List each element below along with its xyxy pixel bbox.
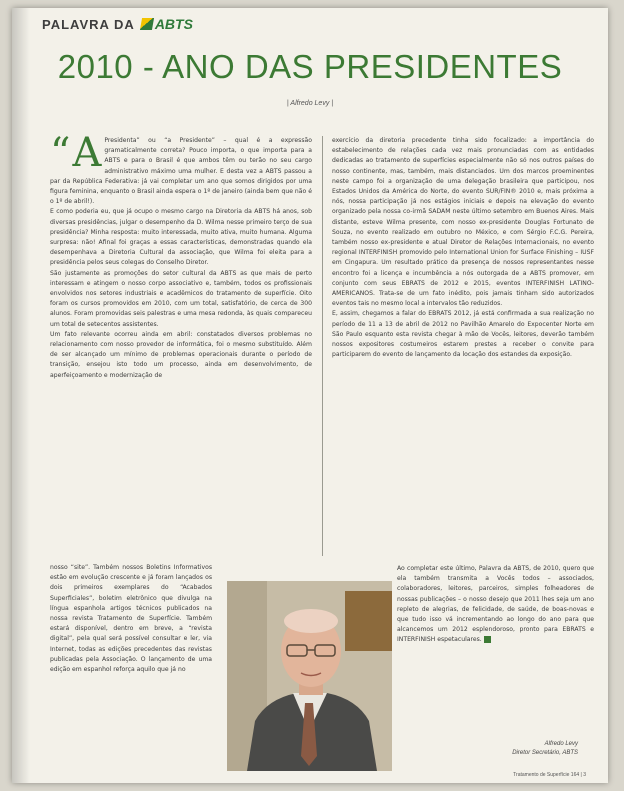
closing-paragraph (397, 564, 594, 646)
article-column-right-top (332, 136, 594, 360)
article-column-left-top (50, 130, 312, 381)
closing-text: Ao completar este último, Palavra da ABTS, de 2010, quero que ela também transmita a Vocês todos – associados, colaboradores, leitores, parceiros, simples folheadores de nossas publicações – o nosso desejo que 2011 lhes seja um ano repleto de alegrias, de felicidade, de saúde, de boas-novas e que tudo isso vá incrementando ao longo do ano para que alcancemos um 2012 esplendoroso, pronto para EBRATS e INTERFINISH espetaculares. (397, 565, 594, 644)
paragraph: São justamente as promoções do setor cultural da ABTS as que mais de perto interessam e atingem o nosso corpo associativo e, também, todos os profissionais envolvidos nos setores industriais e acadêmicos do tratamento de superfície. Oito foram os cursos promovidos em 2010, com um total, satisfatório, de cerca de 300 alunos. Foram promovidas seis palestras e uma mesa redonda, às quais compareceu um total de setecentos assistentes. (50, 269, 312, 328)
signature-role: Diretor Secretário, ABTS (512, 750, 578, 756)
end-of-article-square-icon (484, 636, 491, 643)
abts-logo-text: ABTS (154, 16, 193, 32)
paragraph: E, assim, chegamos a falar do EBRATS 2012, já está confirmada a sua realização no período de 11 a 13 de abril de 2012 no Pavilhão Amarelo do Expocenter Norte em São Paulo esquanto esta revista chegar à mão de Vocês, leitores, deverão também nossos expositores costumeiros estarem prestes a receber o convite para participarem do evento de lançamento da locação dos estandes da exposição. (332, 310, 594, 359)
column-divider (322, 136, 323, 556)
abts-logo-mark-icon (140, 18, 154, 30)
section-label: PALAVRA DA (42, 16, 135, 32)
signature-name: Alfredo Levy (544, 741, 578, 747)
author-signature (512, 740, 578, 758)
page-footer: Tratamento de Superfície 164 | 3 (513, 772, 586, 778)
article-column-right-bottom (397, 564, 594, 646)
portrait-illustration (227, 581, 392, 771)
author-portrait-photo (227, 581, 392, 771)
section-header (42, 16, 193, 32)
article-byline: | Alfredo Levy | (286, 100, 334, 107)
drop-cap-letter: A (72, 130, 102, 176)
opening-quote-mark: “ (50, 130, 71, 176)
article-column-left-bottom (50, 563, 212, 675)
paragraph: Presidenta” ou “a Presidente” – qual é a expressão gramaticalmente correta? Pouco importa, o que importa para a ABTS e para o Brasil é que ambos têm ou terão no seu cargo administrativo máximo uma mulher. E desta vez a ABTS passou a par da República Federativa: já vai completar um ano que somos dirigidos por uma figura feminina, enquanto o Brasil ainda espera o 1º de janeiro (ainda bem que não é o 1º de abril!). (50, 137, 312, 206)
page-gutter-shadow (12, 8, 30, 783)
paragraph: nosso “site”. Também nossos Boletins Informativos estão em evolução crescente e já foram lançados os dois primeiros exemplares do “Acabados Superficiales”, boletim eletrônico que divulga na língua espanhola artigos técnicos publicados na nossa revista Tratamento de Superfície. Também estará disponível, dentro em breve, a “revista digital”, pela qual será possível consultar e ler, via Internet, todas as edições precedentes das revistas publicadas pela Associação. O lançamento de uma edição em espanhol reforça aquilo que já no (50, 564, 212, 674)
paragraph: Um fato relevante ocorreu ainda em abril: constatados diversos problemas no relacionamento com nosso provedor de informática, foi o mesmo substituído. Além de ser alcançado um mínimo de problemas operacionais durante o período de transição, ensejou isto todo um processo, ainda em desenvolvimento, de aperfeiçoamento e modernização de (50, 330, 312, 379)
abts-logo (141, 16, 193, 32)
magazine-page (12, 8, 608, 783)
paragraph: E como poderia eu, que já ocupo o mesmo cargo na Diretoria da ABTS há anos, sob diversas presidências, julgar o desempenho da D. Wilma nesse primeiro terço de sua presidência? Minha resposta: muito interessada, muito ativa, muito humana. Alguma surpresa: não! Afinal foi graças a essas características, demonstradas quando ela desempenhava a Diretoria Cultural da associação, que Wilma foi eleita para a presidência pelos seus colegas do Conselho Diretor. (50, 208, 312, 267)
paragraph: exercício da diretoria precedente tinha sido focalizado: a importância do estabelecimento de relações cada vez mais pronunciadas com as entidades dedicadas ao tratamento de superfícies especialmente não só nos outros países do nosso continente, mas, também, mais distanciados. Um dos marcos proeminentes neste campo foi a organização de uma delegação brasileira que participou, nos Estados Unidos da América do Norte, do evento SUR/FIN® 2010 e, mais próxima a nós, nossa participação já nos estágios iniciais e depois na elevação do evento organizado pela nossa co-irmã SADAM neste último setembro em Buenos Aires. Mais distante, esteve Wilma presente, com nosso ex-presidente Douglas Fortunato de Souza, no evento realizado em outubro no México, e com Sérgio F.C.G. Pereira, também nosso ex-presidente e atual Diretor de Relações Internacionais, no evento regional INTERFINISH promovido pelo International Union for Surface Finishing – IUSF em Cingapura. Um resultado prático da presença de nossos representantes nesse encontro foi a licença e incumbência a nós outorgada de a ABTS promover, em conjunto com seus EBRATS de 2012 e 2015, eventos INTERFINISH LATINO-AMERICANOS. Trata-se de um fato inédito, pois jamais tinham sido autorizados eventos tais no mesmo local a intervalos tão reduzidos. (332, 137, 594, 308)
article-title: 2010 - ANO DAS PRESIDENTES (57, 48, 563, 85)
